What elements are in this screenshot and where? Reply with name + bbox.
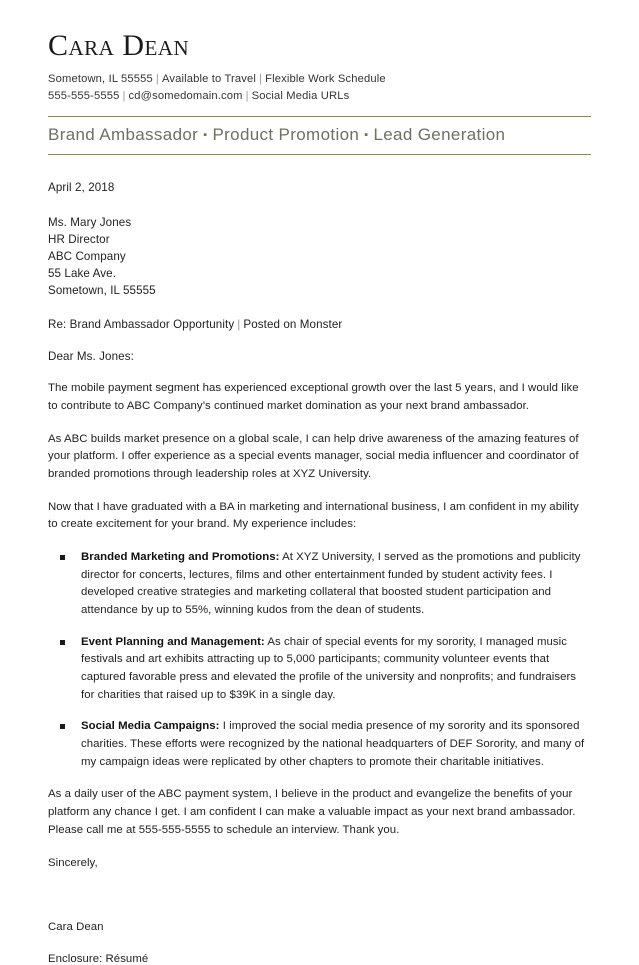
contact-email[interactable]: cd@somedomain.com (128, 89, 243, 102)
tagline-part-1: Brand Ambassador (48, 125, 199, 145)
closing-salutation: Sincerely, (48, 856, 98, 869)
page-title: Cara Dean (48, 29, 190, 62)
square-bullet-icon (60, 724, 65, 729)
signature-name: Cara Dean (48, 920, 104, 933)
list-item (48, 718, 591, 771)
contact-schedule: Flexible Work Schedule (265, 72, 386, 85)
achievements-list (48, 549, 591, 771)
recipient-street: 55 Lake Ave. (48, 267, 117, 281)
list-item (48, 634, 591, 705)
square-separator-icon-2: ▪ (364, 129, 369, 142)
achievement-text: As chair of special events for my sorority, I managed music festivals and art exhibits attracting up to 5,000 participants; community volunteer events that captured favorable press and elevated the profile of the university and nonprofits; and fundraisers for charities that raised up to $39K in a single day. (81, 635, 577, 701)
recipient-name: Ms. Mary Jones (48, 215, 132, 229)
contact-line-phone-email (48, 88, 591, 105)
letterhead-header (48, 30, 591, 155)
tagline-part-2: Product Promotion (212, 125, 360, 145)
contact-separator-3: | (122, 89, 126, 102)
square-bullet-icon (60, 640, 65, 645)
contact-social-urls: Social Media URLs (251, 89, 350, 102)
subject-reference: Re: Brand Ambassador Opportunity (48, 318, 235, 332)
salutation: Dear Ms. Jones: (48, 350, 134, 364)
divider-below-tagline (48, 154, 591, 155)
letter-date: April 2, 2018 (48, 180, 115, 194)
contact-phone: 555-555-5555 (48, 89, 120, 102)
square-bullet-icon (60, 555, 65, 560)
recipient-title: HR Director (48, 232, 110, 246)
contact-travel: Available to Travel (161, 72, 257, 85)
contact-separator-2: | (259, 72, 263, 85)
achievement-label: Event Planning and Management: (81, 635, 265, 648)
subject-posting-source: Posted on Monster (243, 318, 343, 332)
recipient-company: ABC Company (48, 249, 126, 263)
contact-separator-1: | (155, 72, 159, 85)
recipient-city-state-zip: Sometown, IL 55555 (48, 284, 156, 298)
achievement-label: Social Media Campaigns: (81, 720, 220, 733)
list-item (48, 549, 591, 620)
tagline-part-3: Lead Generation (373, 125, 506, 145)
contact-location: Sometown, IL 55555 (48, 72, 153, 85)
recipient-address-block (48, 214, 591, 300)
paragraph-education: Now that I have graduated with a BA in marketing and international business, I am confident in my ability to create excitement for your brand. My experience includes: (48, 500, 579, 531)
achievement-text: I improved the social media presence of my sorority and its sponsored charities. These efforts were recognized by the national headquarters of DEF Sorority, and many of my campaign ideas were replicated by other chapters to promote their charitable initiatives. (81, 720, 585, 768)
letter-body (48, 181, 591, 965)
paragraph-experience: As ABC builds market presence on a global scale, I can help drive awareness of the amazing features of your platform. I offer experience as a special events manager, social media influencer and coordinator of branded promotions through leadership roles at XYZ University. (48, 432, 579, 481)
paragraph-intro: The mobile payment segment has experienced exceptional growth over the last 5 years, and I would like to contribute to ABC Company’s continued market domination as your next brand ambassador. (48, 382, 579, 413)
subject-separator: | (237, 318, 241, 332)
enclosure-note: Enclosure: Résumé (48, 952, 149, 965)
achievement-label: Branded Marketing and Promotions: (81, 551, 280, 564)
contact-separator-4: | (245, 89, 249, 102)
square-separator-icon-1: ▪ (203, 129, 208, 142)
subject-line (48, 318, 591, 331)
achievement-text: At XYZ University, I served as the promotions and publicity director for concerts, lectures, films and other entertainment funded by student activity fees. I developed creative strategies and marketing collateral that boosted student participation and attendance by up to 55%, winning kudos from the dean of students. (81, 551, 581, 617)
tagline-headline (48, 117, 591, 153)
contact-line-address (48, 71, 591, 88)
paragraph-closing: As a daily user of the ABC payment system, I believe in the product and evangelize the benefits of your platform any chance I get. I am confident I can make a valuable impact as your next brand ambassador. Please call me at 555-555-5555 to schedule an interview. Thank you. (48, 788, 576, 836)
